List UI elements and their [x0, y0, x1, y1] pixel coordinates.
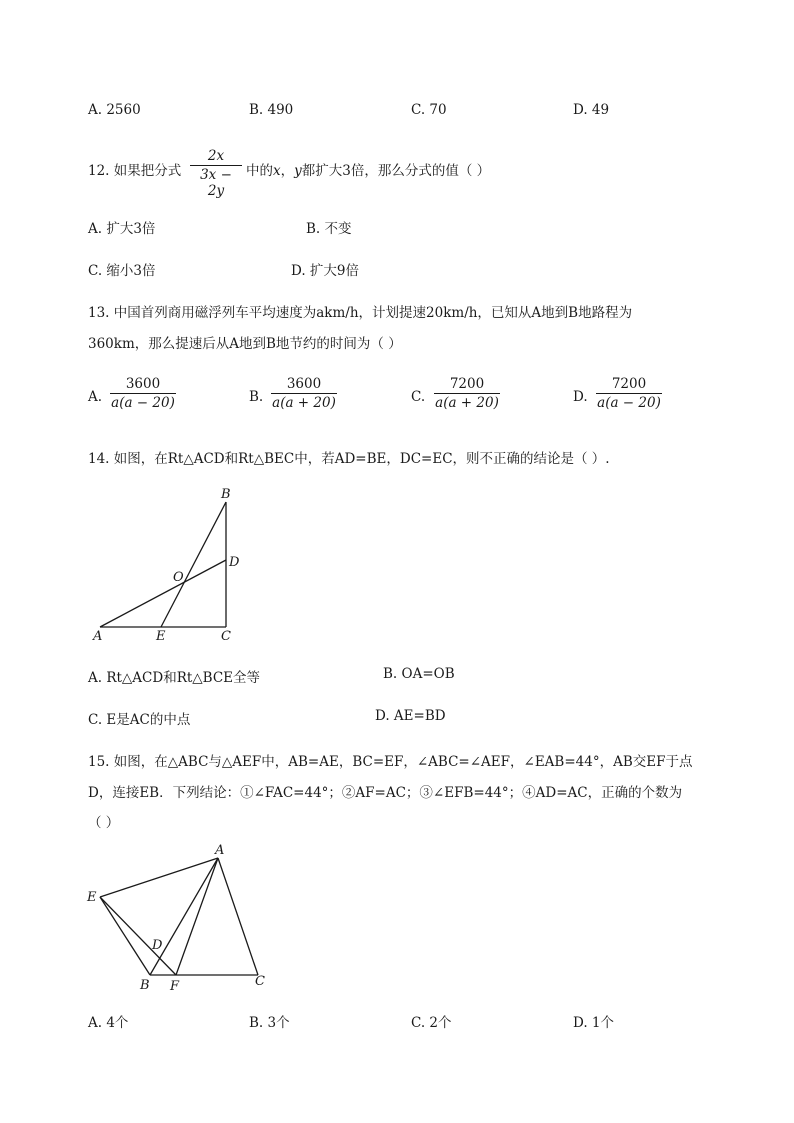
- q13-option-d-fraction: [596, 376, 662, 411]
- q13-option-c-denominator: a(a + 20): [435, 395, 499, 411]
- q14-label-c: C: [221, 629, 231, 644]
- q12-option-b: B. 不变: [306, 221, 352, 237]
- q13-option-c-letter: C.: [411, 389, 426, 405]
- line-ac: [218, 858, 258, 975]
- q14-label-e: E: [156, 629, 166, 644]
- q12-fraction-denominator: 3x − 2y: [200, 167, 232, 199]
- q12-option-a: A. 扩大3倍: [88, 221, 156, 237]
- fraction-bar: [190, 165, 242, 166]
- q11-option-b: B. 490: [249, 102, 294, 118]
- q13-option-d-numerator: 7200: [611, 376, 647, 392]
- q14-label-d: D: [229, 555, 240, 570]
- q15-label-b: B: [140, 978, 150, 993]
- line-ae: [100, 858, 218, 897]
- q14-option-a: A. Rt△ACD和Rt△BCE全等: [88, 670, 261, 686]
- fraction-bar: [596, 393, 662, 394]
- q14-figure: [80, 482, 250, 647]
- line-af: [176, 858, 218, 975]
- q14-label-o: O: [173, 570, 184, 585]
- q12-var-y: y: [294, 163, 302, 179]
- q12-option-d: D. 扩大9倍: [291, 263, 360, 279]
- line-eb: [100, 897, 150, 975]
- q12-option-c: C. 缩小3倍: [88, 263, 156, 279]
- q15-stem-line3: （ ）: [88, 815, 120, 831]
- q15-option-c: C. 2个: [411, 1015, 452, 1031]
- q15-stem-line1: 15. 如图，在△ABC与△AEF中，AB=AE，BC=EF，∠ABC=∠AEF，∠EAB=44°，AB交EF于点: [88, 754, 693, 770]
- q15-option-d: D. 1个: [573, 1015, 615, 1031]
- line-ab: [150, 858, 218, 975]
- q14-option-c: C. E是AC的中点: [88, 712, 191, 728]
- q13-option-b-denominator: a(a + 20): [272, 395, 336, 411]
- q13-option-b-letter: B.: [249, 389, 264, 405]
- q14-label-b: B: [221, 487, 231, 502]
- q12-var-x: x: [273, 163, 281, 179]
- fraction-bar: [434, 393, 500, 394]
- q15-figure: [82, 840, 277, 995]
- q14-option-b: B. OA=OB: [383, 666, 455, 682]
- q15-stem-line2: D，连接EB．下列结论：①∠FAC=44°；②AF=AC；③∠EFB=44°；④AD=AC，正确的个数为: [88, 785, 683, 801]
- q13-option-b-fraction: [271, 376, 337, 411]
- q13-stem-line2: 360km，那么提速后从A地到B地节约的时间为（ ）: [88, 336, 402, 352]
- q15-label-d: D: [152, 938, 163, 953]
- q13-option-d-denominator: a(a − 20): [597, 395, 661, 411]
- q15-label-e: E: [87, 890, 97, 905]
- q12-comma: ，: [280, 163, 295, 179]
- q11-option-d: D. 49: [573, 102, 610, 118]
- line-ef: [100, 897, 176, 975]
- q13-option-d-letter: D.: [573, 389, 588, 405]
- q15-option-a: A. 4个: [88, 1015, 129, 1031]
- q13-option-b-numerator: 3600: [286, 376, 322, 392]
- q13-option-c-fraction: [434, 376, 500, 411]
- q14-label-a: A: [93, 629, 103, 644]
- fraction-bar: [271, 393, 337, 394]
- q13-option-c-numerator: 7200: [449, 376, 485, 392]
- q13-option-a-fraction: [110, 376, 176, 411]
- q15-label-c: C: [255, 974, 265, 989]
- q14-stem: 14. 如图，在Rt△ACD和Rt△BEC中，若AD=BE，DC=EC，则不正确的结论是（ ）.: [88, 451, 610, 467]
- q15-option-b: B. 3个: [249, 1015, 290, 1031]
- line-ad: [100, 560, 226, 627]
- fraction-bar: [110, 393, 176, 394]
- q15-label-a: A: [215, 843, 225, 858]
- q12-fraction-numerator: 2x: [207, 148, 225, 164]
- q13-option-a-denominator: a(a − 20): [111, 395, 175, 411]
- q12-stem-middle: 中的: [246, 163, 273, 179]
- q12-fraction: [190, 148, 242, 199]
- q11-option-c: C. 70: [411, 102, 447, 118]
- q13-option-a-letter: A.: [88, 389, 103, 405]
- q13-option-a-numerator: 3600: [125, 376, 161, 392]
- q15-label-f: F: [170, 979, 180, 994]
- q13-stem-line1: 13. 中国首列商用磁浮列车平均速度为akm/h，计划提速20km/h，已知从A地到B地路程为: [88, 305, 633, 321]
- q12-stem-prefix: 12. 如果把分式: [88, 163, 182, 179]
- q12-stem-suffix: 都扩大3倍，那么分式的值（ ）: [301, 163, 491, 179]
- q14-option-d: D. AE=BD: [375, 708, 446, 724]
- q11-option-a: A. 2560: [88, 102, 141, 118]
